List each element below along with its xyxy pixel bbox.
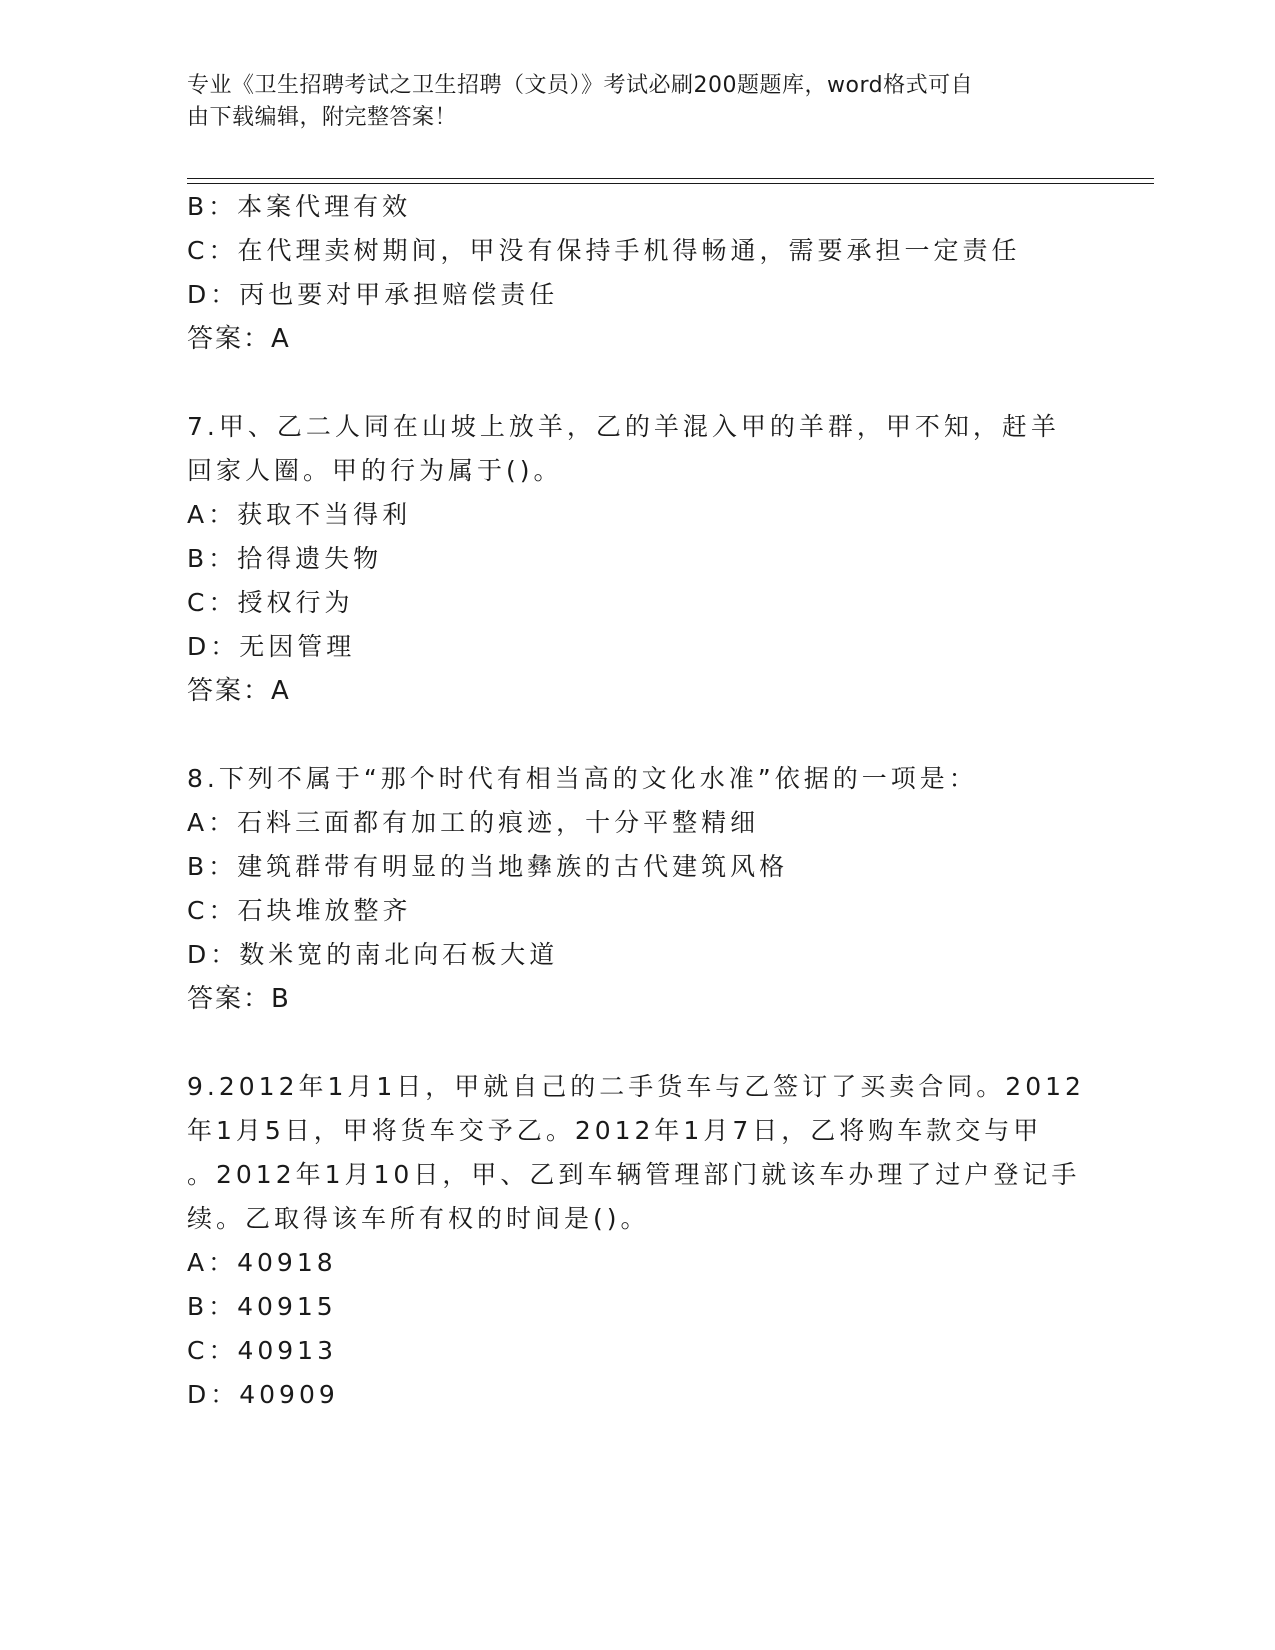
q8-option-b: B：建筑群带有明显的当地彝族的古代建筑风格 (187, 852, 789, 881)
q8-answer: 答案：B (187, 984, 291, 1014)
q9-option-a: A：40918 (187, 1248, 337, 1277)
q7-option-c: C：授权行为 (187, 588, 354, 617)
q7-answer: 答案：A (187, 676, 291, 706)
q9-stem-line-1: 9.2012年1月1日，甲就自己的二手货车与乙签订了买卖合同。2012 (187, 1072, 1085, 1101)
q7-stem-line-1: 7.甲、乙二人同在山坡上放羊，乙的羊混入甲的羊群，甲不知，赶羊 (187, 412, 1060, 441)
q9-option-b: B：40915 (187, 1292, 337, 1321)
q8-option-c: C：石块堆放整齐 (187, 896, 412, 925)
q7-stem-line-2: 回家人圈。甲的行为属于()。 (187, 456, 563, 485)
q7-option-d: D：无因管理 (187, 632, 356, 661)
header-line-2: 由下载编辑，附完整答案！ (187, 105, 458, 130)
q9-option-d: D：40909 (187, 1380, 339, 1409)
q9-stem-line-4: 续。乙取得该车所有权的时间是()。 (187, 1204, 650, 1233)
header-line-1: 专业《卫生招聘考试之卫生招聘（文员）》考试必刷200题题库，word格式可自 (187, 73, 974, 98)
header-rule-bottom (187, 183, 1154, 184)
q7-option-b: B：拾得遗失物 (187, 544, 383, 573)
document-header (187, 70, 1067, 134)
q8-option-a: A：石料三面都有加工的痕迹，十分平整精细 (187, 808, 760, 837)
q9-option-c: C：40913 (187, 1336, 337, 1365)
q8-option-d: D：数米宽的南北向石板大道 (187, 940, 559, 969)
q6-answer: 答案：A (187, 324, 291, 354)
header-rule-top (187, 178, 1154, 179)
q8-stem: 8.下列不属于“那个时代有相当高的文化水准”依据的一项是： (187, 764, 978, 793)
q6-option-b: B：本案代理有效 (187, 192, 412, 221)
q6-option-c: C：在代理卖树期间，甲没有保持手机得畅通，需要承担一定责任 (187, 236, 1021, 265)
q6-option-d: D：丙也要对甲承担赔偿责任 (187, 280, 559, 309)
q9-stem-line-3: 。2012年1月10日，甲、乙到车辆管理部门就该车办理了过户登记手 (187, 1160, 1081, 1189)
q7-option-a: A：获取不当得利 (187, 500, 412, 529)
q9-stem-line-2: 年1月5日，甲将货车交予乙。2012年1月7日，乙将购车款交与甲 (187, 1116, 1043, 1145)
